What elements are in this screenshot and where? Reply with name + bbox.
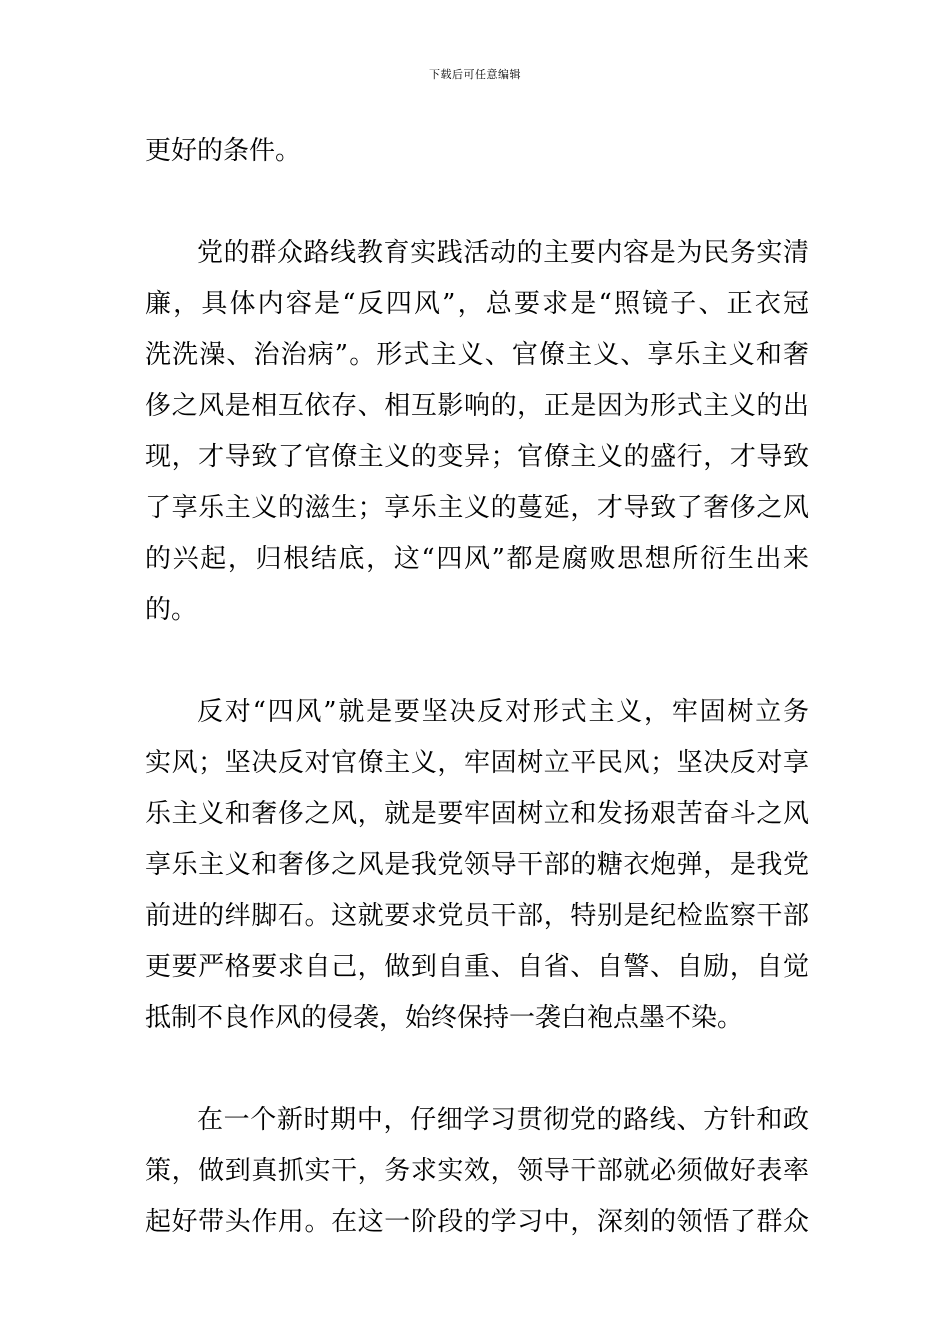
text-line: 现，才导致了官僚主义的变异；官僚主义的盛行，才导致: [145, 442, 809, 472]
document-body: [145, 126, 809, 1248]
text-line: 起好带头作用。在这一阶段的学习中，深刻的领悟了群众: [145, 1207, 809, 1237]
text-line: 在一个新时期中，仔细学习贯彻党的路线、方针和政: [197, 1105, 809, 1135]
download-note: 下载后可任意编辑: [429, 68, 521, 81]
paragraph-gap: [145, 1044, 809, 1095]
text-line: 享乐主义和奢侈之风是我党领导干部的糖衣炮弹，是我党: [145, 850, 809, 880]
paragraph-gap: [145, 177, 809, 228]
text-line: 更好的条件。: [145, 136, 302, 166]
text-line: 侈之风是相互依存、相互影响的，正是因为形式主义的出: [145, 391, 809, 421]
text-line: 的。: [145, 595, 198, 625]
text-line: 乐主义和奢侈之风，就是要牢固树立和发扬艰苦奋斗之风: [145, 799, 809, 829]
text-line: 策，做到真抓实干，务求实效，领导干部就必须做好表率: [145, 1156, 809, 1186]
paragraph-gap: [145, 636, 809, 687]
text-line: 的兴起，归根结底，这“四风”都是腐败思想所衍生出来: [145, 544, 809, 574]
text-line: 更要严格要求自己，做到自重、自省、自警、自励，自觉: [145, 952, 809, 982]
text-line: 了享乐主义的滋生；享乐主义的蔓延，才导致了奢侈之风: [145, 493, 809, 523]
paragraph-1: [145, 126, 809, 177]
paragraph-2: [145, 228, 809, 636]
text-line: 党的群众路线教育实践活动的主要内容是为民务实清: [197, 238, 809, 268]
text-line: 反对“四风”就是要坚决反对形式主义，牢固树立务: [197, 697, 809, 727]
paragraph-4: [145, 1095, 809, 1248]
text-line: 洗洗澡、治治病”。形式主义、官僚主义、享乐主义和奢: [145, 340, 809, 370]
text-line: 前进的绊脚石。这就要求党员干部，特别是纪检监察干部: [145, 901, 809, 931]
text-line: 实风；坚决反对官僚主义，牢固树立平民风；坚决反对享: [145, 748, 809, 778]
paragraph-3: [145, 687, 809, 1044]
text-line: 抵制不良作风的侵袭，始终保持一袭白袍点墨不染。: [145, 1003, 744, 1033]
text-line: 廉，具体内容是“反四风”，总要求是“照镜子、正衣冠: [145, 289, 809, 319]
